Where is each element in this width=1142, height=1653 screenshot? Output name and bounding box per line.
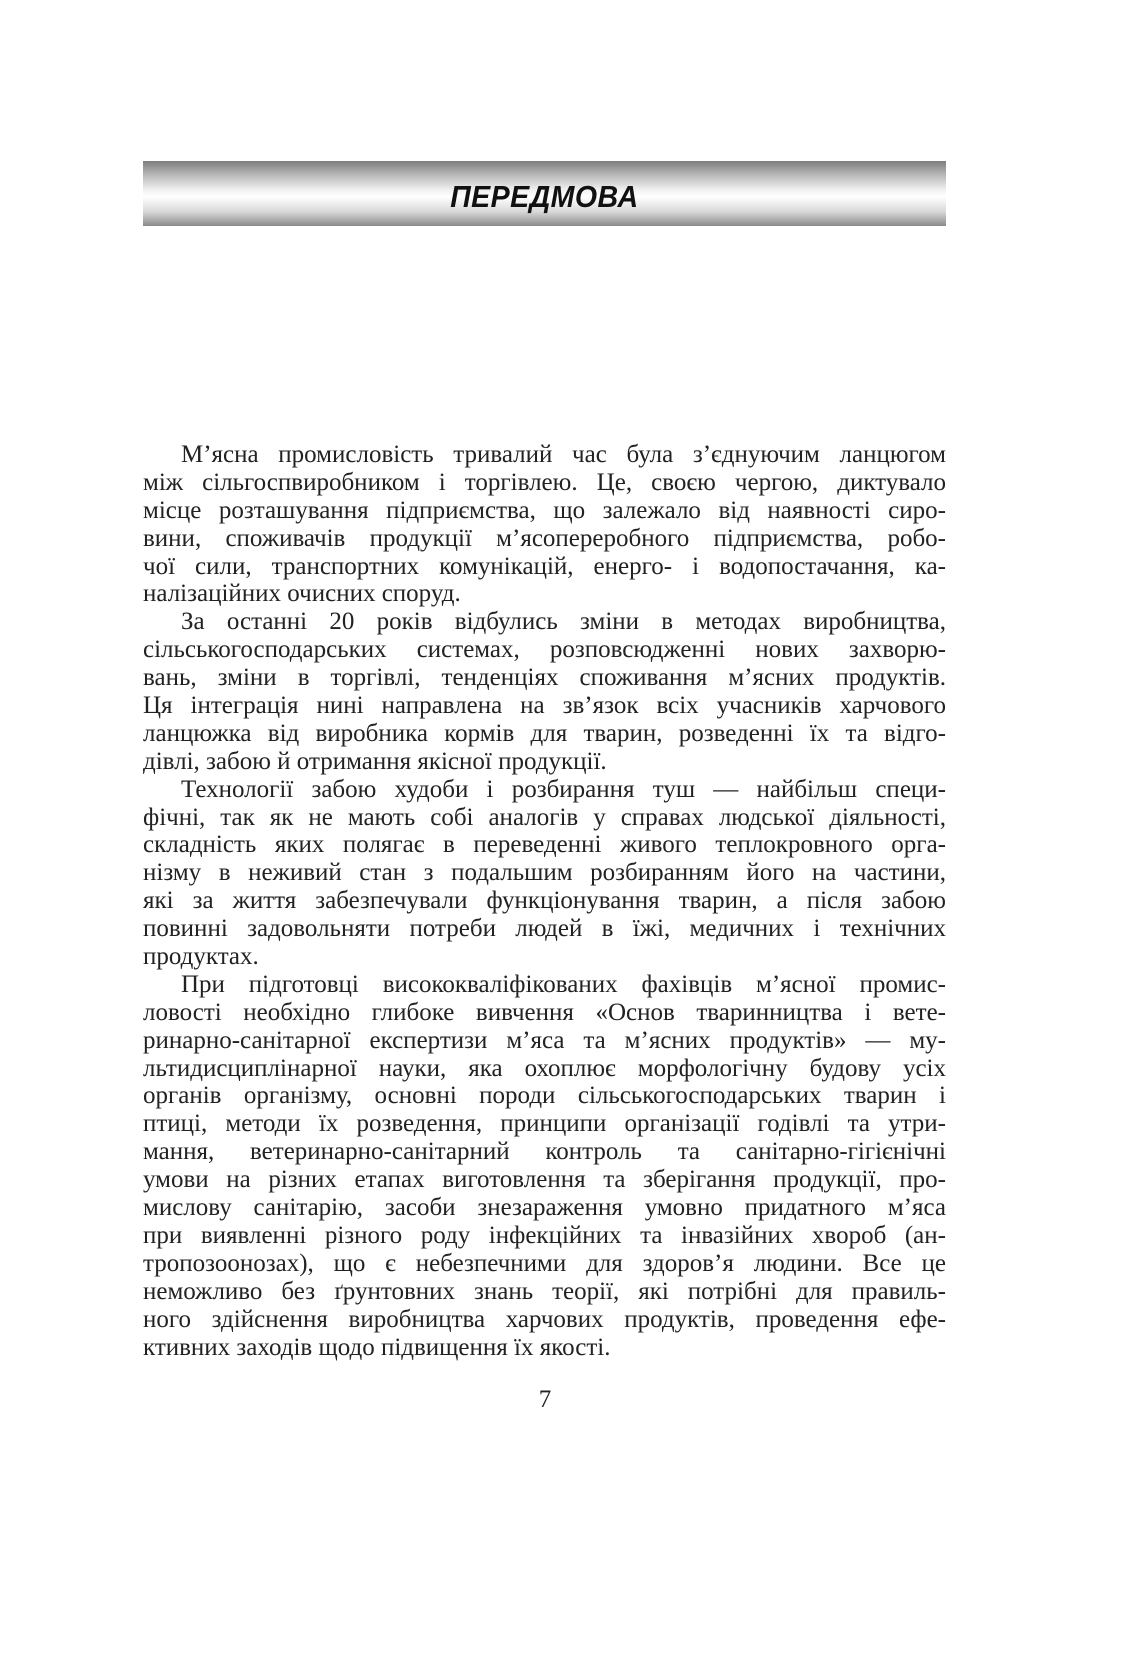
text-line: повинні задовольняти потреби людей в їжі, медичних і технічних — [143, 915, 946, 943]
text-line: мислову санітарію, засоби знезараження умовно придатного м’яса — [143, 1194, 946, 1222]
text-line: ктивних заходів щодо підвищення їх якості. — [143, 1333, 611, 1361]
chapter-heading-banner — [143, 161, 946, 226]
text-line: птиці, методи їх розведення, принципи організації годівлі та утри- — [143, 1110, 946, 1138]
text-line: фічні, так як не мають собі аналогів у справах людської діяльності, — [143, 803, 946, 831]
text-line: складність яких полягає в переведенні живого теплокровного орга- — [143, 831, 946, 859]
chapter-heading: ПЕРЕДМОВА — [450, 178, 639, 214]
body-text — [143, 441, 946, 1361]
page-number: 7 — [538, 1386, 552, 1413]
text-line: М’ясна промисловість тривалий час була з’єднуючим ланцюгом — [181, 441, 946, 468]
text-line: мання, ветеринарно-санітарний контроль та санітарно-гігієнічні — [143, 1138, 946, 1166]
text-line: вань, зміни в торгівлі, тенденціях споживання м’ясних продуктів. — [143, 664, 946, 692]
text-line: ного здійснення виробництва харчових продуктів, проведення ефе- — [143, 1305, 946, 1333]
text-line: Технології забою худоби і розбирання туш — найбільш специ- — [181, 775, 946, 803]
text-line: органів організму, основні породи сільськогосподарських тварин і — [143, 1082, 946, 1110]
text-line: неможливо без ґрунтовних знань теорії, які потрібні для правиль- — [143, 1277, 946, 1305]
text-line: дівлі, забою й отримання якісної продукції. — [143, 747, 607, 775]
text-line: умови на різних етапах виготовлення та зберігання продукції, про- — [143, 1166, 946, 1194]
paragraph — [143, 776, 946, 971]
text-line: Ця інтеграція нині направлена на зв’язок всіх учасників харчового — [143, 692, 946, 720]
text-line: ланцюжка від виробника кормів для тварин, розведенні їх та відго- — [143, 719, 946, 747]
text-line: За останні 20 років відбулись зміни в методах виробництва, — [181, 608, 946, 636]
text-line: між сільгоспвиробником і торгівлею. Це, своєю чергою, диктувало — [143, 468, 946, 496]
text-line: при виявленні різного роду інфекційних та інвазійних хвороб (ан- — [143, 1221, 946, 1249]
paragraph — [143, 608, 946, 775]
text-line: місце розташування підприємства, що залежало від наявності сиро- — [143, 496, 946, 524]
text-line: продуктах. — [143, 943, 259, 971]
text-line: які за життя забезпечували функціонування тварин, а після забою — [143, 887, 946, 915]
text-line: налізаційних очисних споруд. — [143, 580, 461, 608]
text-line: ринарно-санітарної експертизи м’яса та м’ясних продуктів» — му- — [143, 1026, 946, 1054]
text-line: тропозоонозах), що є небезпечними для здоров’я людини. Все це — [143, 1249, 946, 1277]
paragraph — [143, 971, 946, 1361]
text-line: чої сили, транспортних комунікацій, енерго- і водопостачання, ка- — [143, 552, 946, 580]
text-line: льтидисциплінарної науки, яка охоплює морфологічну будову усіх — [143, 1054, 946, 1082]
text-line: вини, споживачів продукції м’ясопереробного підприємства, робо- — [143, 524, 946, 552]
text-line: нізму в неживий стан з подальшим розбиранням його на частини, — [143, 859, 946, 887]
paragraph — [143, 441, 946, 608]
text-line: При підготовці висококваліфікованих фахівців м’ясної промис- — [181, 970, 946, 998]
text-line: сільськогосподарських системах, розповсюдженні нових захворю- — [143, 636, 946, 664]
text-line: ловості необхідно глибоке вивчення «Основ тваринництва і вете- — [143, 998, 946, 1026]
